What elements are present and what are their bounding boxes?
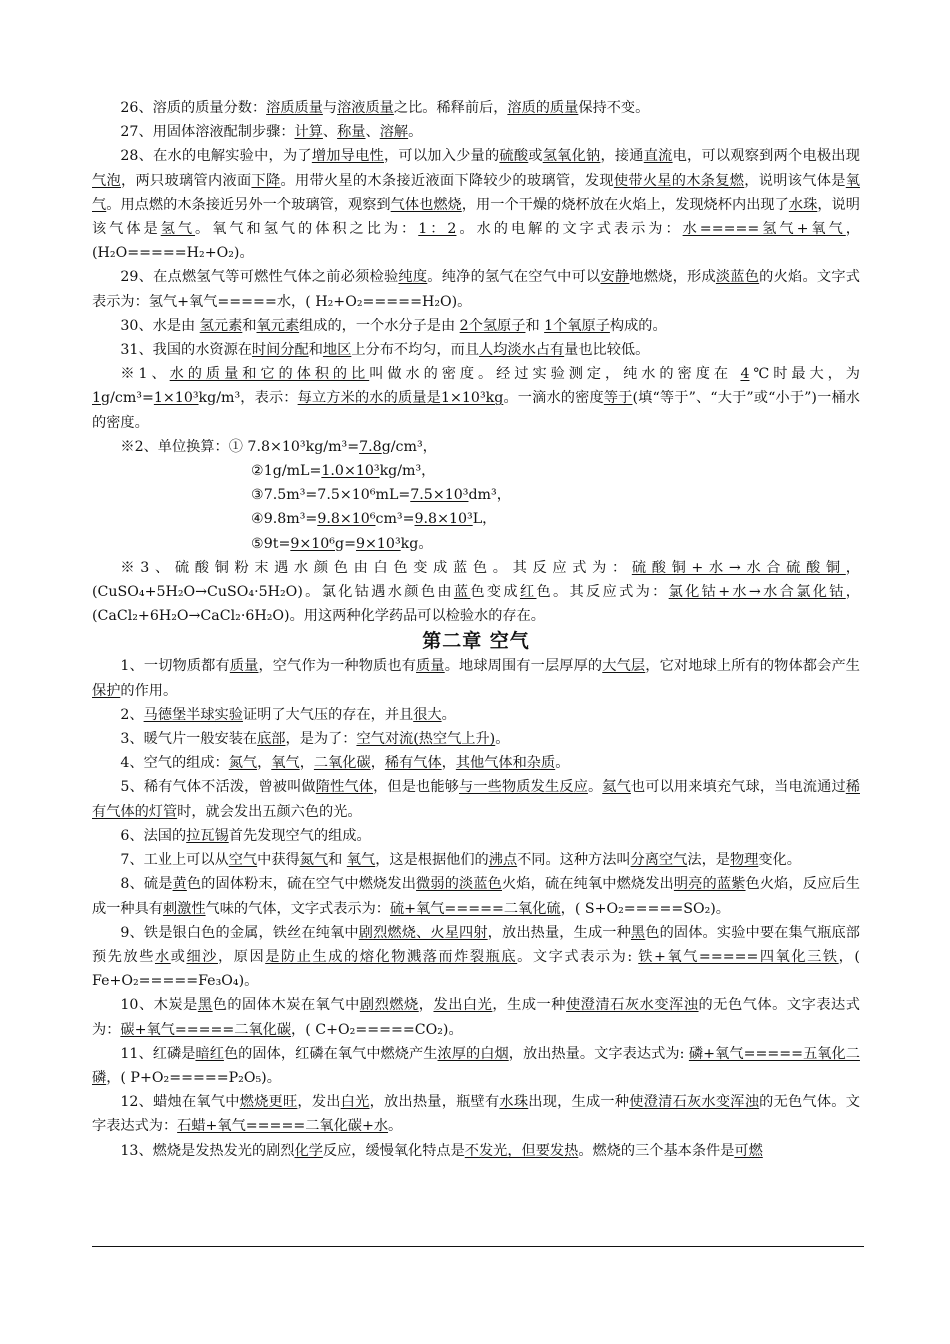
- text: 9、铁是银白色的金属，铁丝在纯氧中: [120, 924, 359, 941]
- text: 。: [587, 779, 603, 796]
- text: ，: [441, 755, 456, 772]
- answer: 其他气体和杂质: [455, 755, 556, 772]
- answer: 质量: [416, 658, 445, 675]
- answer: 1：2: [418, 221, 457, 238]
- text: kg/m³，表示：: [198, 390, 298, 407]
- answer: 氢气: [160, 221, 196, 238]
- item-27: [92, 120, 860, 144]
- text: 。用带火星的木条接近液面下降较少的玻璃管，发现: [280, 172, 614, 189]
- text: 量也比较低。: [564, 342, 650, 359]
- text: 1、一切物质都有: [120, 658, 230, 675]
- text: 。: [495, 731, 510, 748]
- answer: 使带火星的木条复燃: [613, 172, 745, 189]
- text: 31、我国的水资源在: [120, 342, 252, 359]
- note-2-line-1: [92, 435, 860, 459]
- answer: 溶液质量: [337, 100, 394, 116]
- text: 出现，生成一种: [528, 1094, 630, 1111]
- text: 火焰，硫在纯氧中燃烧发出: [502, 876, 674, 893]
- text: 变化。: [758, 852, 801, 869]
- text: ，原因: [217, 948, 266, 965]
- text: dm³，: [468, 487, 511, 504]
- text: 的无色气体。文字表达式为：: [92, 1094, 860, 1135]
- text: 。: [388, 1118, 403, 1135]
- answer: 分离空气: [630, 852, 688, 869]
- answer: 使澄清石灰水变浑浊: [566, 997, 699, 1014]
- text: 的作用。: [120, 682, 178, 699]
- answer: 剧烈燃烧: [359, 997, 419, 1014]
- text: 保持不变。: [578, 100, 650, 116]
- text: 或: [170, 948, 187, 965]
- text: 。用点燃的木条接近另外一个玻璃管，观察到: [106, 196, 391, 213]
- answer: 等于: [603, 390, 633, 407]
- note-2-line-2: [92, 459, 860, 483]
- answer: 水: [154, 948, 171, 965]
- answer: 蓝: [453, 584, 471, 601]
- text: 的火焰。文字式表示为：氢气+氧气=====水，( H₂+O₂=====H₂O)。: [92, 269, 860, 310]
- text: ，接通: [600, 148, 644, 165]
- text: ，空气作为一种物质也有: [258, 658, 417, 675]
- text: 和: [308, 342, 323, 359]
- answer: 隋性气体: [315, 779, 374, 796]
- text: ，放出热量。文字表达式为:: [508, 1045, 689, 1062]
- text: 的无色气体。文字表达式为：: [92, 997, 860, 1038]
- bottom-divider: [92, 1246, 864, 1247]
- ch2-item-2: [92, 703, 860, 727]
- answer: 氮气: [299, 852, 329, 869]
- answer: 稀有气体: [384, 755, 442, 772]
- text: ，: [370, 755, 385, 772]
- answer: 时间分配: [251, 342, 309, 359]
- text: ②1g/mL=: [251, 463, 322, 480]
- text: ，说明该气体是: [92, 196, 860, 238]
- ch2-item-7: [92, 848, 860, 872]
- text: ，(CaCl₂+6H₂O→CaCl₂·6H₂O)。用这两种化学药品可以检验水的存在。: [92, 584, 860, 625]
- text: 叫做水的密度。经过实验测定，纯水的密度在: [369, 366, 741, 383]
- text: 色的固体，红磷在氧气中燃烧产生: [223, 1045, 438, 1062]
- text: 色的固体木炭在氧气中: [212, 997, 360, 1014]
- text: ，两只玻璃管内液面: [121, 172, 252, 189]
- answer: 溶质质量: [266, 100, 323, 116]
- answer: 黑: [630, 924, 646, 941]
- answer: 下降: [251, 172, 281, 189]
- text: ，: [299, 755, 314, 772]
- text: L，: [472, 511, 497, 528]
- answer: 氦气: [602, 779, 631, 796]
- text: 时，就会发出五颜六色的光。: [177, 803, 362, 820]
- answer: 不发光，但要发热: [464, 1142, 579, 1159]
- answer: 1.0×10³: [321, 463, 380, 480]
- answer: 微弱的淡蓝色: [416, 876, 502, 893]
- text: 28、在水的电解实验中，为了: [120, 148, 312, 165]
- text: ③7.5m³=7.5×10⁶mL=: [251, 487, 411, 504]
- answer: 氧气: [271, 755, 300, 772]
- answer: 与一些物质发生反应: [459, 779, 588, 796]
- answer: 使澄清石灰水变浑浊: [629, 1094, 760, 1111]
- text: 或: [528, 148, 543, 165]
- text: 3、暖气片一般安装在: [120, 731, 258, 748]
- answer: 氧气: [346, 852, 376, 869]
- item-31: [92, 338, 860, 362]
- text: 。地球周围有一层厚厚的: [444, 658, 603, 675]
- text: ，( S+O₂=====SO₂)。: [560, 900, 730, 917]
- text: 。: [408, 124, 423, 141]
- answer: 沸点: [488, 852, 518, 869]
- answer: 马德堡半球实验: [143, 706, 243, 723]
- answer: 氮气: [228, 755, 258, 772]
- text: 5、稀有气体不活泼，曾被叫做: [120, 779, 316, 796]
- answer: 氢元素: [199, 317, 243, 334]
- answer: 纯度: [398, 269, 428, 286]
- answer: 红: [519, 584, 537, 601]
- answer: 物理: [729, 852, 759, 869]
- text: 、: [365, 124, 380, 141]
- text: 色火焰，反应后生成一种具有: [92, 876, 860, 917]
- text: kg。: [400, 535, 433, 552]
- text: 。氧气和氢气的体积之比为：: [195, 221, 419, 238]
- text: cm³=: [375, 511, 415, 528]
- answer: 燃烧更旺: [239, 1094, 298, 1111]
- text: 反应，缓慢氧化特点是: [322, 1142, 465, 1159]
- text: ，放出热量，生成一种: [487, 924, 631, 941]
- answer: 黑: [197, 997, 213, 1014]
- ch2-item-5: [92, 775, 860, 823]
- text: 构成的。: [609, 317, 667, 334]
- answer: 刺激性: [162, 900, 206, 917]
- text: 之比。稀释前后，: [393, 100, 508, 116]
- text: 不同。这种方法叫: [517, 852, 631, 869]
- text: 。纯净的氢气在空气中可以: [427, 269, 601, 286]
- text: 和: [328, 852, 347, 869]
- answer: 硫+氧气=====二氧化硫: [389, 900, 561, 917]
- answer: 每立方米的水的质量是1×10³kg: [297, 390, 504, 407]
- text: ※3、硫酸铜粉末遇水颜色由白色变成蓝色。其反应式为：: [120, 559, 632, 576]
- text: 和: [242, 317, 257, 334]
- text: 色变成: [470, 584, 520, 601]
- answer: 7.8: [359, 438, 382, 455]
- ch2-item-12: [92, 1090, 860, 1138]
- answer: 9×10³: [355, 535, 401, 552]
- answer: 7.5×10³: [410, 487, 469, 504]
- answer: 直流: [643, 148, 673, 165]
- answer: 发出白光: [433, 997, 493, 1014]
- text: 法，是: [687, 852, 730, 869]
- answer: 可燃: [734, 1142, 763, 1159]
- text: 与: [322, 100, 338, 116]
- ch2-item-4: [92, 751, 860, 775]
- text: 首先发现空气的组成。: [228, 827, 371, 844]
- text: 。文字式表示为:: [517, 948, 639, 965]
- text: ，这是根据他们的: [375, 852, 489, 869]
- answer: 2个氢原子: [459, 317, 526, 334]
- text: 6、法国的: [120, 827, 187, 844]
- ch2-item-10: [92, 993, 860, 1041]
- text: 。水的电解的文字式表示为：: [456, 221, 683, 238]
- text: 13、燃烧是发热发光的剧烈: [120, 1142, 295, 1159]
- answer: 1: [92, 390, 102, 407]
- note-3: [92, 556, 860, 629]
- answer: 很大: [413, 706, 442, 723]
- text: 30、水是由: [120, 317, 200, 334]
- answer: 白光: [340, 1094, 370, 1111]
- text: ，可以加入少量的: [383, 148, 500, 165]
- text: 电，可以观察到两个电极出现: [672, 148, 860, 165]
- answer: 是防止生成的熔化物溅落而炸裂瓶底: [265, 948, 518, 965]
- text: 也可以用来填充气球，当电流通过: [630, 779, 846, 796]
- item-28: [92, 144, 860, 265]
- text: ⑤9t=: [251, 535, 291, 552]
- answer: 石蜡+氧气=====二氧化碳+水: [177, 1118, 389, 1135]
- text: 、: [322, 124, 338, 141]
- note-2-line-3: [92, 483, 860, 507]
- answer: 质量: [229, 658, 259, 675]
- answer: 细沙: [186, 948, 218, 965]
- text: ④9.8m³=: [251, 511, 318, 528]
- answer: 空气对流(热空气上升): [356, 731, 496, 748]
- text: ，是为了：: [285, 731, 357, 748]
- text: 。: [555, 755, 570, 772]
- text: 色的固体。实验中要在集气瓶底部预先放些: [92, 924, 860, 965]
- document-body: [92, 96, 860, 1163]
- text: ，放出热量，瓶壁有: [369, 1094, 500, 1111]
- text: 中获得: [257, 852, 300, 869]
- answer: 磷+氧气=====五氧化二磷: [92, 1045, 860, 1086]
- answer: 水珠: [499, 1094, 529, 1111]
- text: ，( P+O₂=====P₂O₅)。: [106, 1069, 281, 1086]
- chapter-title: 第二章 空气: [422, 630, 530, 653]
- text: ，生成一种: [492, 997, 567, 1014]
- answer: 黄: [172, 876, 187, 893]
- text: g/cm³，: [381, 438, 437, 455]
- answer: 水=====氢气+氧气: [682, 221, 846, 238]
- answer: 硫酸: [499, 148, 529, 165]
- text: kg/m³，: [379, 463, 436, 480]
- text: 27、用固体溶液配制步骤：: [120, 124, 295, 141]
- text: ，: [257, 755, 272, 772]
- text: 组成的，一个水分子是由: [299, 317, 460, 334]
- text: ，( C+O₂=====CO₂)。: [291, 1021, 463, 1038]
- answer: 浓厚的白烟: [437, 1045, 509, 1062]
- text: 26、溶质的质量分数：: [120, 100, 267, 116]
- answer: 暗红: [195, 1045, 224, 1062]
- answer: 称量: [337, 124, 366, 141]
- answer: 稀有气体的灯管: [92, 779, 860, 820]
- text: 气味的气体，文字式表示为：: [205, 900, 390, 917]
- answer: 地区: [322, 342, 352, 359]
- text: 色。其反应式为：: [536, 584, 669, 601]
- note-2-line-4: [92, 507, 860, 531]
- text: 29、在点燃氢气等可燃性气体之前必须检验: [120, 269, 399, 286]
- text: ，说明该气体是: [744, 172, 846, 189]
- note-2-line-5: [92, 532, 860, 556]
- answer: 剧烈燃烧、火星四射: [358, 924, 488, 941]
- text: 11、红磷是: [120, 1045, 196, 1062]
- answer: 1×10³: [153, 390, 199, 407]
- text: 7、工业上可以从: [120, 852, 229, 869]
- text: 上分布不均匀，而且: [351, 342, 480, 359]
- item-26: [92, 96, 860, 120]
- text: ℃时最大，为: [749, 366, 860, 383]
- answer: 9×10⁶: [290, 535, 335, 552]
- text: ，它对地球上所有的物体都会产生: [645, 658, 860, 675]
- item-29: [92, 265, 860, 313]
- answer: 大气层: [602, 658, 646, 675]
- ch2-item-13: [92, 1139, 860, 1163]
- answer: 底部: [257, 731, 286, 748]
- text: ，但是也能够: [373, 779, 460, 796]
- text: g/cm³=: [101, 390, 154, 407]
- answer: 二氧化碳: [313, 755, 371, 772]
- answer: 明亮的蓝紫: [673, 876, 746, 893]
- text: ，用一个干燥的烧杯放在火焰上，发现烧杯内出现了: [461, 196, 789, 213]
- answer: 溶质的质量: [507, 100, 579, 116]
- answer: 铁+氧气=====四氧化三铁: [638, 948, 839, 965]
- text: 和: [525, 317, 545, 334]
- answer: 气体也燃烧: [390, 196, 462, 213]
- ch2-item-9: [92, 921, 860, 994]
- answer: 保护: [92, 682, 121, 699]
- answer: 增加导电性: [311, 148, 384, 165]
- answer: 水的质量和它的体积的比: [169, 366, 370, 383]
- answer: 溶解: [379, 124, 409, 141]
- answer: 安静: [600, 269, 630, 286]
- answer: 拉瓦锡: [186, 827, 229, 844]
- answer: 计算: [294, 124, 323, 141]
- answer: 9.8×10³: [414, 511, 473, 528]
- text: 4、空气的组成：: [120, 755, 229, 772]
- text: ，(CuSO₄+5H₂O→CuSO₄·5H₂O)。氯化钴遇水颜色由: [92, 559, 860, 601]
- ch2-item-11: [92, 1042, 860, 1090]
- text: 。: [441, 706, 456, 723]
- ch2-item-8: [92, 872, 860, 920]
- text: 。一滴水的密度: [503, 390, 604, 407]
- answer: 氧气: [92, 172, 860, 213]
- answer: 化学: [294, 1142, 323, 1159]
- text: ，( Fe+O₂=====Fe₃O₄)。: [92, 948, 860, 990]
- answer: 4: [740, 366, 750, 383]
- answer: 9.8×10⁶: [317, 511, 376, 528]
- text: ※1、: [120, 366, 170, 383]
- answer: 水珠: [788, 196, 818, 213]
- text: ※2、单位换算：① 7.8×10³kg/m³=: [120, 438, 360, 455]
- answer: 气泡: [92, 172, 121, 189]
- text: 8、硫是: [120, 876, 173, 893]
- text: g=: [335, 535, 356, 552]
- answer: 硫酸铜+水→水合硫酸铜: [631, 559, 846, 576]
- answer: 氢氧化钠: [542, 148, 601, 165]
- text: 证明了大气压的存在，并且: [242, 706, 414, 723]
- text: ，(H₂O=====H₂+O₂)。: [92, 221, 860, 262]
- text: ，: [418, 997, 434, 1014]
- ch2-item-3: [92, 727, 860, 751]
- text: 色的固体粉末，硫在空气中燃烧发出: [186, 876, 417, 893]
- text: (填“等于”、“大于”或“小于”)一桶水的密度。: [92, 390, 860, 431]
- answer: 1个氧原子: [544, 317, 610, 334]
- answer: 人均淡水占有: [479, 342, 565, 359]
- answer: 淡蓝色: [715, 269, 760, 286]
- answer: 氧元素: [256, 317, 300, 334]
- answer: 空气: [228, 852, 258, 869]
- text: 2、: [120, 706, 144, 723]
- ch2-item-6: [92, 824, 860, 848]
- text: 地燃烧，形成: [629, 269, 716, 286]
- text: ，发出: [297, 1094, 341, 1111]
- item-30: [92, 314, 860, 338]
- text: 。燃烧的三个基本条件是: [578, 1142, 735, 1159]
- ch2-item-1: [92, 654, 860, 702]
- text: 10、木炭是: [120, 997, 198, 1014]
- text: 12、蜡烛在氧气中: [120, 1094, 240, 1111]
- answer: 碳+氧气=====二氧化碳: [120, 1021, 292, 1038]
- answer: 氯化钴+水→水合氯化钴: [668, 584, 846, 601]
- note-1: [92, 362, 860, 435]
